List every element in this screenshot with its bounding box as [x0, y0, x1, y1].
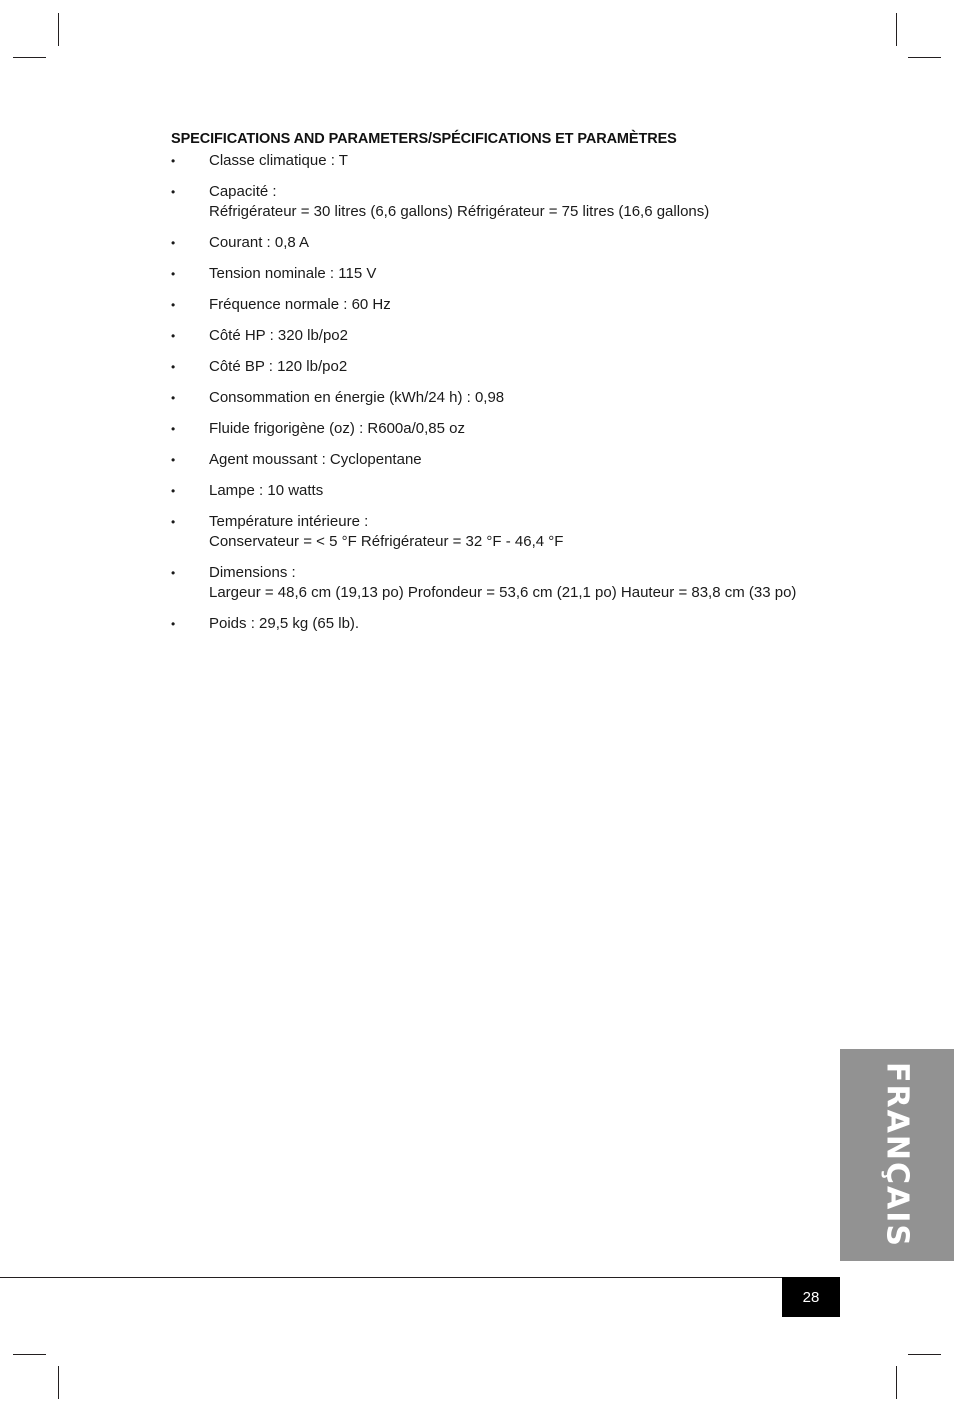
spec-text: Classe climatique : T	[209, 152, 348, 169]
spec-item	[171, 512, 851, 552]
spec-text: Conservateur = < 5 °F Réfrigérateur = 32 °F - 46,4 °F	[209, 533, 564, 550]
bullet: •	[171, 422, 176, 436]
bullet: •	[171, 515, 176, 529]
spec-text: Dimensions :	[209, 564, 296, 581]
language-tab-label: FRANÇAIS	[879, 1062, 915, 1248]
spec-item	[171, 357, 851, 377]
spec-item	[171, 388, 851, 408]
crop-mark	[896, 13, 897, 46]
language-tab	[840, 1049, 954, 1261]
crop-mark	[896, 1366, 897, 1399]
spec-text: Fréquence normale : 60 Hz	[209, 296, 391, 313]
spec-item	[171, 295, 851, 315]
crop-mark	[13, 57, 46, 58]
spec-item	[171, 182, 851, 222]
spec-text: Capacité :	[209, 183, 277, 200]
spec-text: Tension nominale : 115 V	[209, 265, 377, 282]
spec-text: Fluide frigorigène (oz) : R600a/0,85 oz	[209, 420, 465, 437]
spec-text: Côté HP : 320 lb/po2	[209, 327, 348, 344]
spec-item	[171, 481, 851, 501]
crop-mark	[13, 1354, 46, 1355]
spec-item	[171, 419, 851, 439]
bullet: •	[171, 484, 176, 498]
bullet: •	[171, 267, 176, 281]
spec-text: Température intérieure :	[209, 513, 369, 530]
spec-text: Agent moussant : Cyclopentane	[209, 451, 422, 468]
bullet: •	[171, 566, 176, 580]
bullet: •	[171, 391, 176, 405]
bullet: •	[171, 298, 176, 312]
crop-mark	[58, 13, 59, 46]
crop-mark	[908, 1354, 941, 1355]
spec-text: Côté BP : 120 lb/po2	[209, 358, 348, 375]
spec-list	[171, 151, 851, 645]
spec-item	[171, 614, 851, 634]
spec-item	[171, 151, 851, 171]
spec-item	[171, 264, 851, 284]
bullet: •	[171, 453, 176, 467]
spec-item	[171, 563, 851, 603]
spec-text: Poids : 29,5 kg (65 lb).	[209, 615, 360, 632]
spec-text: Lampe : 10 watts	[209, 482, 324, 499]
bullet: •	[171, 617, 176, 631]
bullet: •	[171, 360, 176, 374]
spec-text: Réfrigérateur = 30 litres (6,6 gallons) Réfrigérateur = 75 litres (16,6 gallons)	[209, 203, 710, 220]
spec-text: Consommation en énergie (kWh/24 h) : 0,98	[209, 389, 505, 406]
footer-rule	[0, 1277, 840, 1278]
bullet: •	[171, 185, 176, 199]
spec-item	[171, 326, 851, 346]
spec-text: Largeur = 48,6 cm (19,13 po) Profondeur = 53,6 cm (21,1 po) Hauteur = 83,8 cm (33 po)	[209, 584, 797, 601]
spec-text: Courant : 0,8 A	[209, 234, 310, 251]
spec-item	[171, 233, 851, 253]
section-heading: SPECIFICATIONS AND PARAMETERS/SPÉCIFICATIONS ET PARAMÈTRES	[171, 131, 677, 147]
bullet: •	[171, 329, 176, 343]
crop-mark	[58, 1366, 59, 1399]
crop-mark	[908, 57, 941, 58]
page-number: 28	[782, 1277, 840, 1317]
bullet: •	[171, 236, 176, 250]
spec-item	[171, 450, 851, 470]
bullet: •	[171, 154, 176, 168]
